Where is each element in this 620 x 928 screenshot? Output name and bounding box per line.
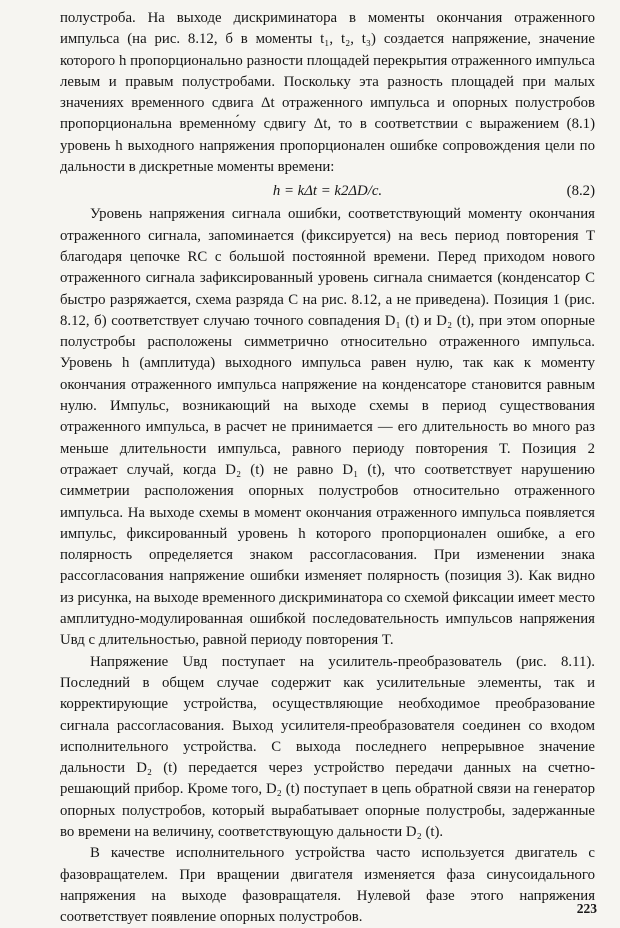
formula-8-2 [60, 178, 595, 204]
formula-expression: h = kΔt = k2ΔD/c. [272, 183, 383, 200]
body-text [60, 8, 595, 928]
paragraph-3: Напряжение Uвд поступает на усилитель-преобразователь (рис. 8.11). Последний в общем случае содержит как усилительные элементы, так и корректирующие устройства, осуществляющие необходимое преобразование сигнала рассогласования. Выход усилителя-преобразователя соединен со входом исполнительного устройства. С выхода последнего непрерывное значение дальности D₂ (t) передается через устройство передачи данных на счетно-решающий прибор. Кроме того, D₂ (t) поступает в цепь обратной связи на генератор опорных полустробов, который вырабатывает опорные полустробы, задержанные во времени на величину, соответствующую дальности D₂ (t). [60, 653, 595, 840]
page-number: 223 [576, 901, 597, 916]
paragraph-4: В качестве исполнительного устройства часто используется двигатель с фазовращателем. При вращении двигателя изменяется фаза синусоидального напряжения на выходе фазовращателя. Нулевой фазе этого напряжения соответствует появление опорных полустробов. [60, 845, 595, 926]
paragraph-2: Уровень напряжения сигнала ошибки, соответствующий моменту окончания отраженного сигнала, запоминается (фиксируется) на весь период повторения T благодаря цепочке RC с большой постоянной времени. Перед приходом нового отраженного сигнала зафиксированный уровень сигнала снимается (конденсатор C быстро разряжается, схема разряда C на рис. 8.12, а не приведена). Позиция 1 (рис. 8.12, б) соответствует случаю точного совпадения D₁ (t) и D₂ (t), при этом опорные полустробы расположены симметрично относительно отраженного импульса. Уровень h (амплитуда) выходного импульса равен нулю, так как к моменту окончания отраженного импульса напряжение на конденсаторе становится равным нулю. Импульс, возникающий на выходе схемы в период существования отраженного импульса, в расчет не принимается — его длительность во много раз меньше длительности импульса, равного периоду повторения T. Позиция 2 отражает случай, когда D₂ (t) не равно D₁ (t), что соответствует нарушению симметрии расположения опорных полустробов относительно отраженного импульса. На выходе схемы в момент окончания отраженного импульса появляется импульс, фиксированный уровень h которого пропорционален ошибке, а его полярность определяется знаком рассогласования. При изменении знака рассогласования напряжение ошибки изменяет полярность (позиция 3). Как видно из рисунка, на выходе временного дискриминатора со схемой фиксации имеет место амплитудно-модулированная ошибкой последовательность импульсов напряжения Uвд с длительностью, равной периоду повторения T. [60, 206, 595, 649]
equation-number: (8.2) [566, 183, 595, 200]
paragraph-1: полустроба. На выходе дискриминатора в моменты окончания отраженного импульса (на рис. 8.12, б в моменты t₁, t₂, t₃) создается напряжение, значение которого h пропорционально разности площадей перекрытия отраженного импульса левым и правым полустробами. Поскольку эта разность площадей при малых значениях временного сдвига Δt отраженного импульса и опорных полустробов пропорциональна временно́му сдвигу Δt, то в соответствии с выражением (8.1) уровень h выходного напряжения пропорционален ошибке сопровождения цели по дальности в дискретные моменты времени: [60, 10, 595, 176]
